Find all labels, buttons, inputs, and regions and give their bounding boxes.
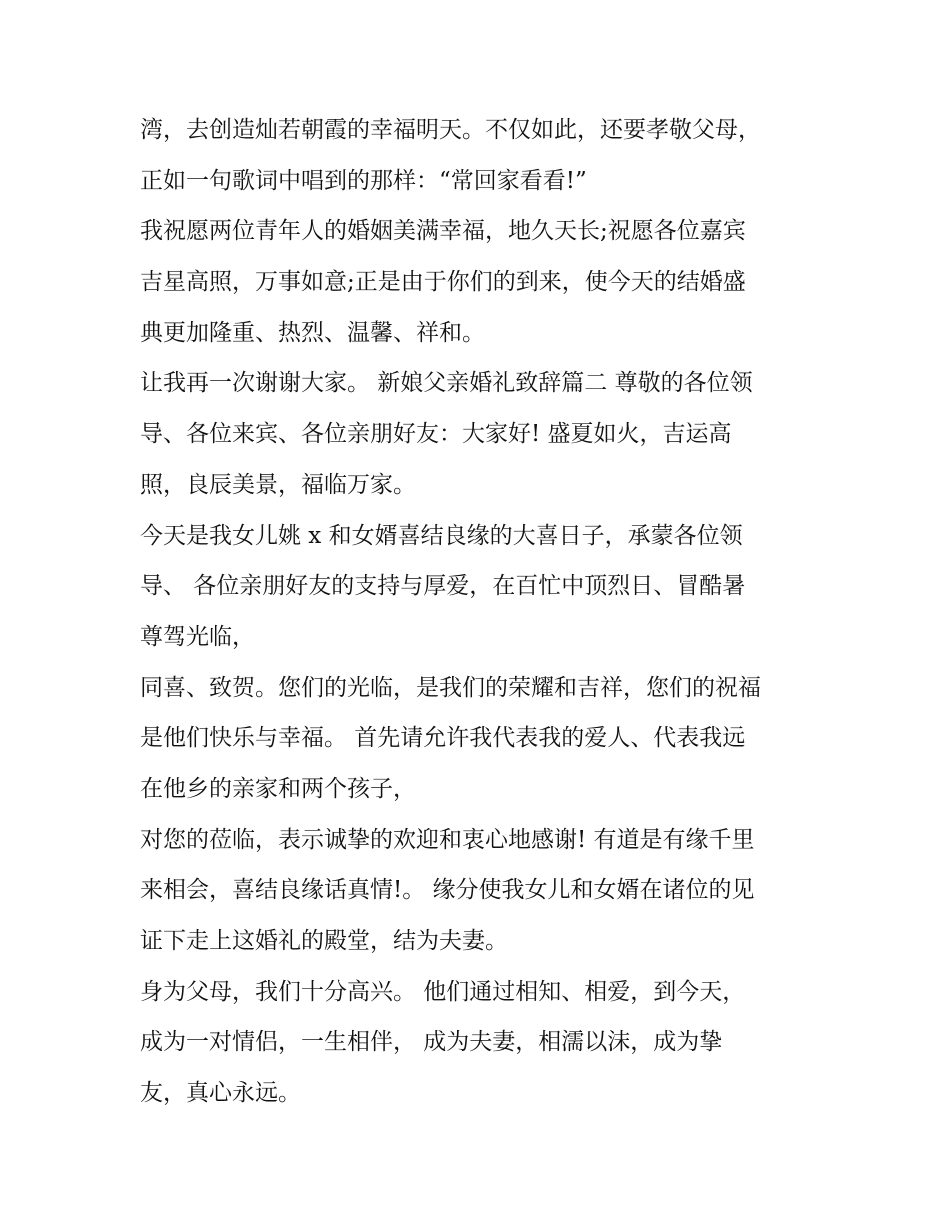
text-line: 今天是我女儿姚 x 和女婿喜结良缘的大喜日子，承蒙各位领 [140,522,743,549]
text-line: 友，真心永远。 [140,1080,301,1107]
text-line: 典更加隆重、热烈、温馨、祥和。 [140,319,485,346]
text-line: 身为父母，我们十分高兴。 他们通过相知、相爱，到今天， [140,978,746,1005]
text-line: 湾，去创造灿若朝霞的幸福明天。不仅如此，还要孝敬父母， [140,117,761,143]
text-line: 我祝愿两位青年人的婚姻美满幸福，地久天长;祝愿各位嘉宾 [140,218,746,245]
text-line: 在他乡的亲家和两个孩子， [140,775,416,802]
text-line: 照，良辰美景，福临万家。 [140,471,416,498]
document-body [140,105,830,1119]
text-line: 证下走上这婚礼的殿堂，结为夫妻。 [140,928,508,954]
text-line: 成为一对情侣，一生相伴， 成为夫妻，相濡以沫，成为挚 [140,1029,723,1056]
text-line: 同喜、致贺。您们的光临，是我们的荣耀和吉祥，您们的祝福 [140,674,761,701]
text-line: 尊驾光临， [140,623,255,650]
text-line: 吉星高照，万事如意;正是由于你们的到来，使今天的结婚盛 [140,269,746,296]
text-line: 是他们快乐与幸福。 首先请允许我代表我的爱人、代表我远 [140,725,746,752]
text-line: 让我再一次谢谢大家。 新娘父亲婚礼致辞篇二 尊敬的各位领 [140,370,753,397]
text-line: 对您的莅临，表示诚挚的欢迎和衷心地感谢! 有道是有缘千里 [140,826,755,853]
text-line: 正如一句歌词中唱到的那样：“常回家看看!” [140,167,587,194]
text-line: 导、各位来宾、各位亲朋好友：大家好! 盛夏如火，吉运高 [140,421,732,448]
text-line: 来相会，喜结良缘话真情!。 缘分使我女儿和女婿在诸位的见 [140,877,755,904]
text-line: 导、 各位亲朋好友的支持与厚爱，在百忙中顶烈日、冒酷暑 [140,573,746,600]
